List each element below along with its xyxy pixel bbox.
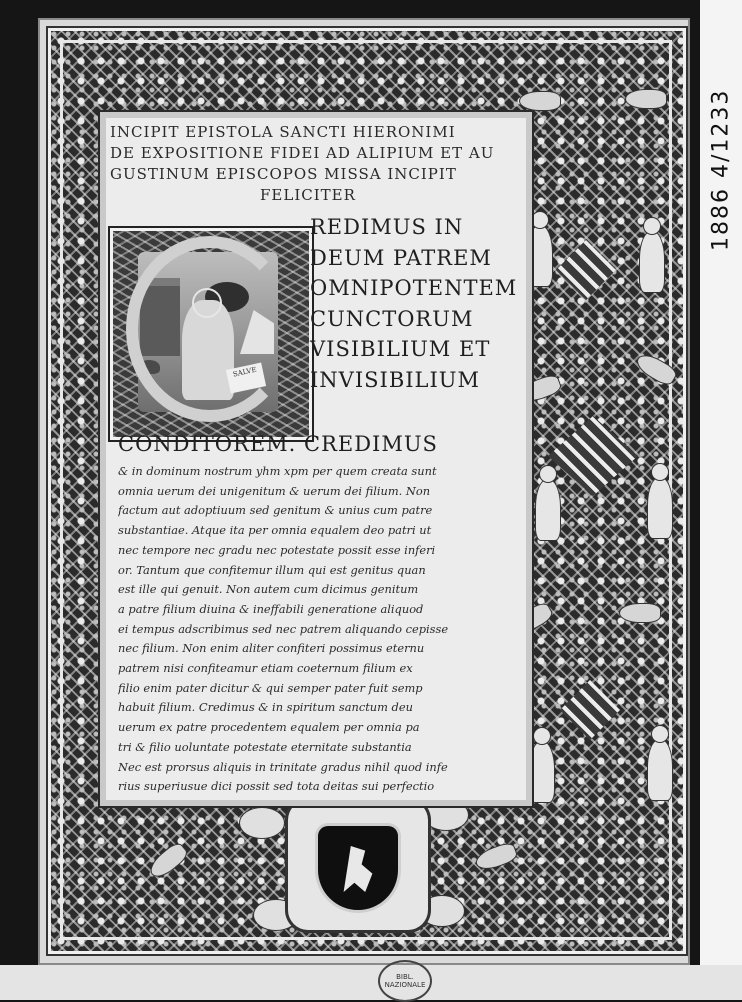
- text-line: patrem nisi confiteamur etiam coeternum filium ex: [118, 661, 413, 676]
- incipit-line: DE EXPOSITIONE FIDEI AD ALIPIUM ET AU: [110, 144, 495, 162]
- putto-figure: [648, 740, 672, 800]
- stamp-text: BIBL. NAZIONALE: [384, 973, 426, 989]
- text-line: ei tempus adscribimus sed nec patrem aliquando cepisse: [118, 621, 449, 636]
- text-line: filio enim pater dicitur & qui semper pater fuit semp: [118, 680, 423, 695]
- text-line: tri & filio uoluntate potestate eternitate substantia: [118, 739, 412, 754]
- cherub-head: [240, 808, 284, 838]
- display-capitals: [310, 212, 518, 395]
- text-line: omnia uerum dei unigenitum & uerum dei filium. Non: [118, 483, 431, 498]
- capital-line: VISIBILIUM ET: [310, 337, 491, 361]
- text-line: nec filium. Non enim aliter confiteri possimus eternu: [118, 641, 425, 656]
- incipit-heading: [110, 122, 506, 206]
- putto-figure: [640, 232, 664, 292]
- text-line: habuit filium. Credimus & in spiritum sanctum deu: [118, 700, 413, 715]
- putto-figure: [648, 478, 672, 538]
- bird-motif: [520, 92, 560, 110]
- text-line: & in dominum nostrum yhm xpm per quem creata sunt: [118, 464, 437, 478]
- film-edge-bottom: [0, 965, 742, 1000]
- initial-letter-c: [126, 236, 294, 422]
- text-line: a patre filium diuina & ineffabili generatione aliquod: [118, 601, 424, 616]
- incipit-line: FELICITER: [260, 186, 356, 204]
- bird-motif: [626, 90, 666, 108]
- library-stamp: [378, 960, 432, 1002]
- text-line: substantiae. Atque ita per omnia equalem deo patri ut: [118, 523, 432, 538]
- miniature-book: SALVE: [226, 363, 266, 394]
- putto-figure: [530, 742, 554, 802]
- bird-motif: [620, 604, 660, 622]
- text-line: Nec est prorsus aliquis in trinitate gradus nihil quod infe: [118, 759, 448, 774]
- body-text: [118, 462, 516, 797]
- text-line: uerum ex patre procedentem equalem per omnia pa: [118, 720, 420, 735]
- capital-line: REDIMUS IN: [310, 215, 464, 239]
- putto-figure: [536, 480, 560, 540]
- shelfmark-number: 1886 4/1233: [708, 88, 734, 252]
- text-line: or. Tantum que confitemur illum qui est genitus quan: [118, 562, 426, 577]
- text-line: factum aut adoptiuum sed genitum & unius cum patre: [118, 503, 433, 518]
- capital-line: INVISIBILIUM: [310, 367, 480, 392]
- conditorem-line: CONDITOREM. CREDIMUS: [118, 432, 438, 456]
- capital-line: OMNIPOTENTEM: [310, 276, 518, 300]
- incipit-line: GUSTINUM EPISCOPOS MISSA INCIPIT: [110, 165, 457, 183]
- text-line: nec tempore nec gradu nec potestate possit esse inferi: [118, 542, 436, 557]
- capital-line: CUNCTORUM: [310, 306, 474, 331]
- incipit-line: INCIPIT EPISTOLA SANCTI HIERONIMI: [110, 123, 456, 141]
- capital-line: DEUM PATREM: [310, 245, 492, 270]
- text-line: rius superiusue dici possit sed tota deitas sui perfectio: [118, 779, 435, 794]
- text-line: est ille qui genuit. Non autem cum dicimus genitum: [118, 582, 419, 597]
